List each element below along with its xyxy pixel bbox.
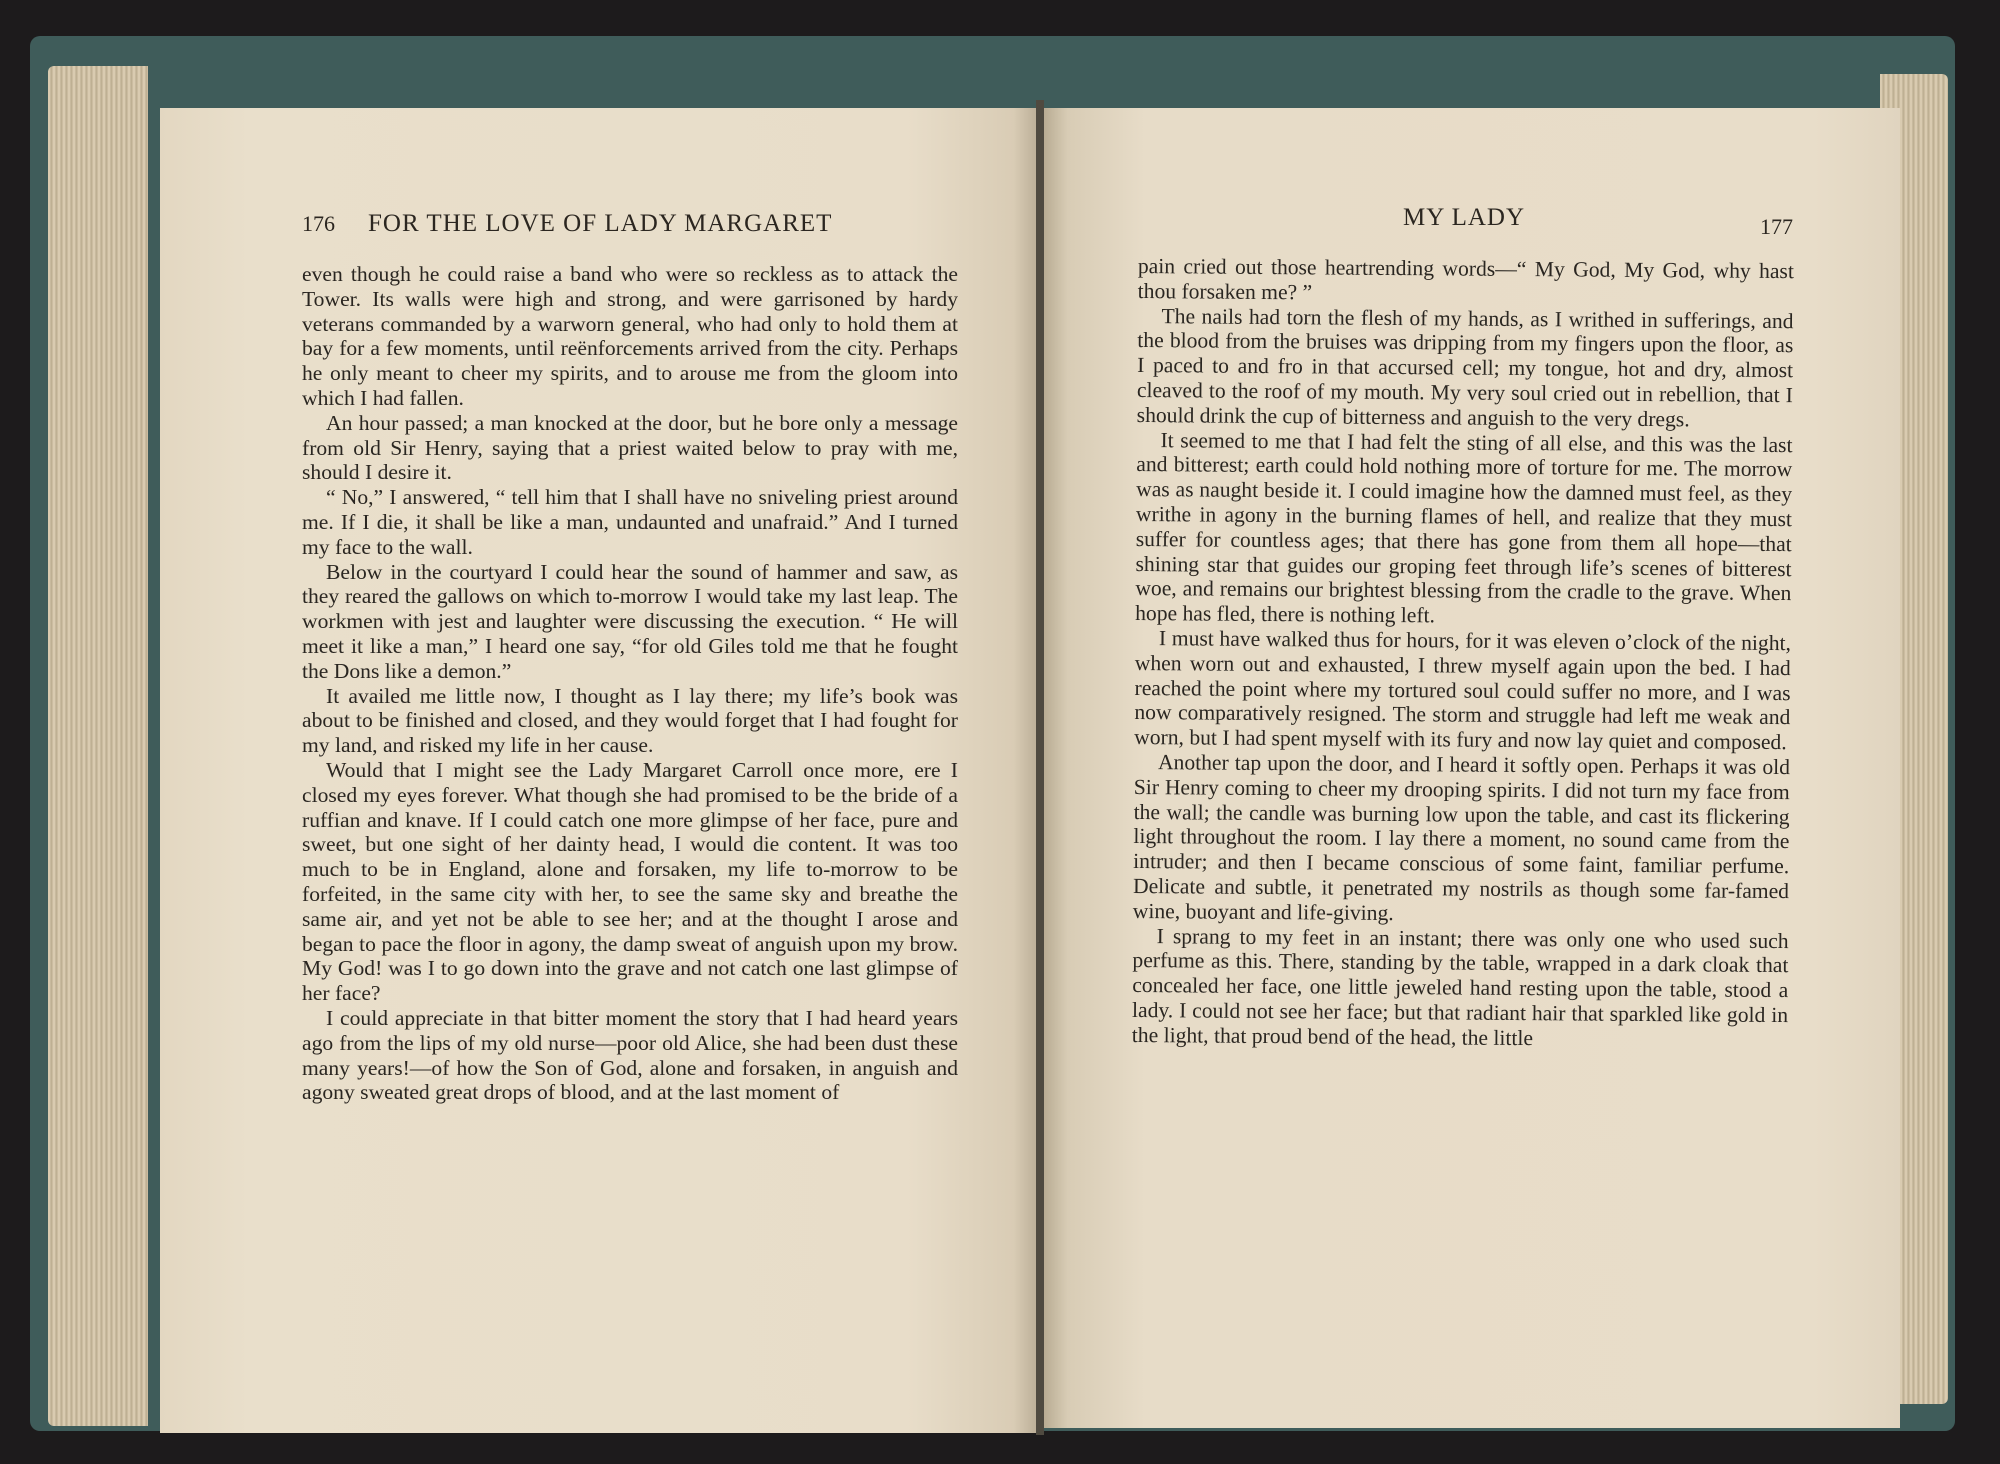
- left-page-body: [302, 262, 958, 1105]
- left-page-edges: [48, 66, 148, 1426]
- paragraph: The nails had torn the flesh of my hands, as I writhed in sufferings, and the blood from the bruises was dripping from my fingers upon the floor, as I paced to and fro in that accursed cell; my tongue, hot and dry, almost cleaved to the roof of my mouth. My very soul cried out in rebellion, that I should drink the cup of bitterness and anguish to the very dregs.: [1136, 303, 1794, 432]
- paragraph: I sprang to my feet in an instant; there was only one who used such perfume as this. There, standing by the table, wrapped in a dark cloak that concealed her face, one little jeweled hand resting upon the table, stood a lady. I could not see her face; but that radiant hair that sparkled like gold in the light, that proud bend of the head, the little: [1131, 923, 1789, 1050]
- paragraph: It availed me little now, I thought as I lay there; my life’s book was about to be finished and closed, and they would forget that I had fought for my land, and risked my life in her cause.: [302, 683, 958, 758]
- paragraph: Would that I might see the Lady Margaret Carroll once more, ere I closed my eyes forever. What though she had promised to be the bride of a ruffian and knave. If I could catch one more glimpse of her face, pure and sweet, but one sight of her dainty head, I would die content. It was too much to be in England, alone and forsaken, my life to-morrow to be forfeited, in the same city with her, to see the same sky and breathe the same air, and yet not be able to see her; and at the thought I arose and began to pace the floor in agony, the damp sweat of anguish upon my brow. My God! was I to go down into the grave and not catch one last glimpse of her face?: [302, 757, 958, 1006]
- paragraph: It seemed to me that I had felt the sting of all else, and this was the last and bitterest; earth could hold nothing more of torture for me. The morrow was as naught beside it. I could imagine how the damned must feel, as they writhe in agony in the burning flames of hell, and realize that they must suffer for countless ages; that there has gone from them all hope—that shining star that guides our groping feet through life’s scenes of bitterest woe, and remains our brightest blessing from the cradle to the grave. When hope has fled, there is nothing left.: [1135, 427, 1793, 628]
- left-running-head: FOR THE LOVE OF LADY MARGARET: [368, 210, 833, 237]
- paragraph: Another tap upon the door, and I heard it softly open. Perhaps it was old Sir Henry coming to cheer my drooping spirits. I did not turn my face from the wall; the candle was burning low upon the table, and cast its flickering light throughout the room. I lay there a moment, no sound came from the intruder; and then I became conscious of some faint, familiar perfume. Delicate and subtle, it penetrated my nostrils as though some far-famed wine, buoyant and life-giving.: [1132, 750, 1791, 925]
- right-running-head: MY LADY: [1403, 204, 1526, 231]
- paragraph: An hour passed; a man knocked at the door, but he bore only a message from old Sir Henry, saying that a priest waited below to pray with me, should I desire it.: [302, 410, 958, 485]
- paragraph: even though he could raise a band who were so reckless as to attack the Tower. Its walls were high and strong, and were garrisoned by hardy veterans commanded by a warworn general, who had only to hold them at bay for a few moments, until reënforcements arrived from the city. Perhaps he only meant to cheer my spirits, and to arouse me from the gloom into which I had fallen.: [302, 262, 958, 410]
- paragraph: Below in the courtyard I could hear the sound of hammer and saw, as they reared the gallows on which to-morrow I would take my last leap. The workmen with jest and laughter were discussing the execution. “ He will meet it like a man,” I heard one say, “for old Giles told me that he fought the Dons like a demon.”: [302, 559, 958, 683]
- right-page-number: 177: [1760, 214, 1793, 239]
- paragraph: “ No,” I answered, “ tell him that I shall have no sniveling priest around me. If I die, it shall be like a man, undaunted and unafraid.” And I turned my face to the wall.: [302, 485, 958, 559]
- left-page-number: 176: [302, 211, 335, 236]
- book-gutter: [1036, 100, 1044, 1435]
- right-page-body: [1132, 254, 1794, 1053]
- paragraph: pain cried out those heartrending words—“ My God, My God, why hast thou forsaken me? ”: [1137, 254, 1794, 305]
- paragraph: I must have walked thus for hours, for it was eleven o’clock of the night, when worn out and exhausted, I threw myself again upon the bed. I had reached the point where my tortured soul could suffer no more, and I was now comparatively resigned. The storm and struggle had left me weak and worn, but I had spent myself with its fury and now lay quiet and composed.: [1134, 626, 1792, 755]
- paragraph: I could appreciate in that bitter moment the story that I had heard years ago from the lips of my old nurse—poor old Alice, she had been dust these many years!—of how the Son of God, alone and forsaken, in anguish and agony sweated great drops of blood, and at the last moment of: [302, 1005, 958, 1105]
